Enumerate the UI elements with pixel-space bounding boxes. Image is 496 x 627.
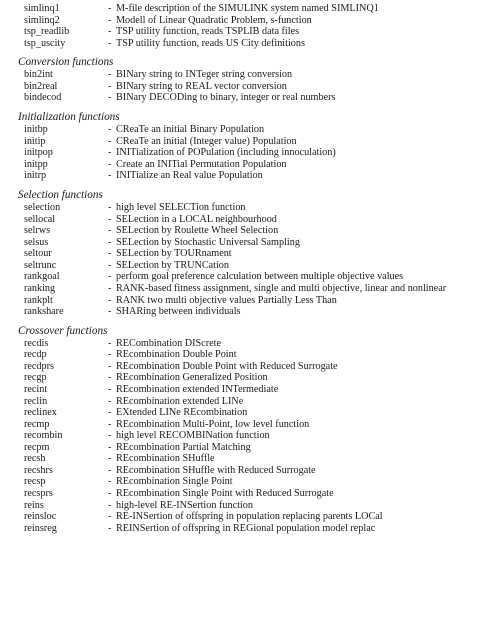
function-description-text: high level RECOMBINation function xyxy=(116,430,270,442)
function-description-text: SELection by TRUNCation xyxy=(116,259,229,271)
function-name: recdis xyxy=(24,337,49,349)
function-description xyxy=(108,430,478,442)
dash-separator: - xyxy=(108,522,112,534)
dash-separator: - xyxy=(108,147,112,159)
section-title: Conversion functions xyxy=(18,56,114,69)
function-name: initrp xyxy=(24,170,47,182)
function-section xyxy=(18,325,496,535)
function-name: bin2real xyxy=(24,80,58,92)
function-description xyxy=(108,476,478,488)
function-name: ranking xyxy=(24,283,56,294)
function-description-text: TSP utility function, reads TSPLIB data files xyxy=(116,26,300,38)
function-description-text: INITialization of POPulation (including innoculation) xyxy=(116,147,336,159)
dash-separator: - xyxy=(108,170,112,182)
function-description-text: RANK-based fitness assignment, single and multi objective, linear and nonlinear xyxy=(116,283,447,294)
dash-separator: - xyxy=(108,407,112,419)
function-description-text: Create an INITial Permutation Population xyxy=(116,158,287,170)
function-name: seltrunc xyxy=(24,259,57,271)
function-description-text: RANK two multi objective values Partially Less Than xyxy=(116,294,337,306)
function-description-text: high level SELECTion function xyxy=(116,202,246,214)
function-description xyxy=(108,159,478,171)
dash-separator: - xyxy=(108,158,112,170)
function-description xyxy=(108,271,478,283)
dash-separator: - xyxy=(108,92,112,104)
function-description xyxy=(108,488,478,500)
function-description-text: REcombination SHuffle with Reduced Surrogate xyxy=(116,464,316,476)
function-description-text: RECombination DIScrete xyxy=(116,337,221,349)
dash-separator: - xyxy=(108,476,112,488)
dash-separator: - xyxy=(108,349,112,361)
function-name: tsp_readlib xyxy=(24,26,70,38)
function-description-text: EXtended LINe REcombination xyxy=(116,407,248,419)
dash-separator: - xyxy=(108,202,112,214)
function-name: recsp xyxy=(24,476,46,488)
function-entry xyxy=(18,283,496,295)
function-name: initpop xyxy=(24,147,53,159)
dash-separator: - xyxy=(108,80,112,92)
function-entry xyxy=(18,442,496,454)
function-name: reins xyxy=(24,499,44,511)
function-name: recint xyxy=(24,384,48,396)
function-entry xyxy=(18,419,496,431)
function-description-text: perform goal preference calculation between multiple objective values xyxy=(116,271,404,283)
function-entry xyxy=(18,523,496,535)
function-description-text: SELection in a LOCAL neighbourhood xyxy=(116,213,277,225)
function-entry xyxy=(18,396,496,408)
dash-separator: - xyxy=(108,213,112,225)
function-name: initpp xyxy=(24,158,48,170)
function-description xyxy=(108,170,478,182)
function-description xyxy=(108,419,478,431)
function-description-text: REcombination Double Point xyxy=(116,349,237,361)
function-entry xyxy=(18,26,496,38)
dash-separator: - xyxy=(108,372,112,384)
function-description xyxy=(108,15,478,27)
function-description xyxy=(108,248,478,260)
function-entry xyxy=(18,488,496,500)
function-entry xyxy=(18,361,496,373)
function-entry xyxy=(18,372,496,384)
function-entry xyxy=(18,38,496,50)
function-name: recshrs xyxy=(24,464,53,476)
dash-separator: - xyxy=(108,395,112,407)
function-description xyxy=(108,523,478,535)
dash-separator: - xyxy=(108,259,112,271)
function-section xyxy=(18,111,496,182)
function-entry xyxy=(18,260,496,272)
section-title: Crossover functions xyxy=(18,324,108,337)
function-description-text: REcombination extended LINe xyxy=(116,395,244,407)
dash-separator: - xyxy=(108,26,112,38)
function-name: reclinex xyxy=(24,407,57,419)
function-entry xyxy=(18,338,496,350)
function-entry xyxy=(18,306,496,318)
function-description xyxy=(108,136,478,148)
function-description-text: TSP utility function, reads US City definitions xyxy=(116,37,305,49)
function-description xyxy=(108,260,478,272)
function-name: recsh xyxy=(24,453,46,465)
function-description xyxy=(108,202,478,214)
function-entry xyxy=(18,430,496,442)
section-title: Initialization functions xyxy=(18,111,120,124)
function-name: recmp xyxy=(24,418,50,430)
dash-separator: - xyxy=(108,37,112,49)
function-name: reclin xyxy=(24,395,48,407)
function-description-text: high-level RE-INSertion function xyxy=(116,499,253,511)
function-description-text: M-file description of the SIMULINK system named SIMLINQ1 xyxy=(116,3,379,14)
function-description-text: REcombination Multi-Point, low level function xyxy=(116,418,310,430)
dash-separator: - xyxy=(108,135,112,147)
function-section xyxy=(18,189,496,318)
function-entry xyxy=(18,3,496,15)
function-description xyxy=(108,69,478,81)
function-name: selsus xyxy=(24,236,49,248)
function-description xyxy=(108,361,478,373)
function-name: recgp xyxy=(24,372,47,384)
function-entry xyxy=(18,407,496,419)
function-name: initbp xyxy=(24,124,48,136)
function-entry xyxy=(18,214,496,226)
dash-separator: - xyxy=(108,360,112,372)
function-name: recdp xyxy=(24,349,47,361)
function-description xyxy=(108,124,478,136)
function-description xyxy=(108,38,478,50)
function-entry xyxy=(18,202,496,214)
dash-separator: - xyxy=(108,430,112,442)
function-name: initip xyxy=(24,135,46,147)
function-description-text: SELection by Roulette Wheel Selection xyxy=(116,225,279,237)
function-name: rankplt xyxy=(24,294,53,306)
function-description xyxy=(108,81,478,93)
function-description xyxy=(108,306,478,318)
dash-separator: - xyxy=(108,337,112,349)
function-entry xyxy=(18,453,496,465)
dash-separator: - xyxy=(108,248,112,260)
function-entry xyxy=(18,69,496,81)
dash-separator: - xyxy=(108,418,112,430)
function-section xyxy=(18,56,496,104)
function-description-text: SELection by TOURnament xyxy=(116,248,232,260)
function-entry xyxy=(18,248,496,260)
function-name: tsp_uscity xyxy=(24,37,66,49)
function-description-text: REcombination Partial Matching xyxy=(116,441,251,453)
function-description xyxy=(108,500,478,512)
dash-separator: - xyxy=(108,283,112,294)
function-description-text: CReaTe an initial (Integer value) Population xyxy=(116,135,297,147)
function-description-text: CReaTe an initial Binary Population xyxy=(116,124,265,136)
dash-separator: - xyxy=(108,499,112,511)
function-name: recombin xyxy=(24,430,63,442)
function-entry xyxy=(18,476,496,488)
function-name: recpm xyxy=(24,441,50,453)
function-name: bindecod xyxy=(24,92,62,104)
function-name: reinsloc xyxy=(24,511,57,523)
function-description xyxy=(108,338,478,350)
section-title: Selection functions xyxy=(18,188,103,201)
function-entry xyxy=(18,511,496,523)
dash-separator: - xyxy=(108,511,112,523)
function-description-text: REcombination Single Point xyxy=(116,476,233,488)
function-description-text: REcombination Generalized Position xyxy=(116,372,268,384)
function-description xyxy=(108,225,478,237)
function-name: simlinq2 xyxy=(24,14,60,26)
function-description-text: Modell of Linear Quadratic Problem, s-function xyxy=(116,14,312,26)
function-name: simlinq1 xyxy=(24,3,60,14)
function-description-text: REcombination Single Point with Reduced Surrogate xyxy=(116,487,334,499)
dash-separator: - xyxy=(108,294,112,306)
dash-separator: - xyxy=(108,69,112,81)
function-description xyxy=(108,349,478,361)
function-name: sellocal xyxy=(24,213,56,225)
function-description xyxy=(108,237,478,249)
function-description-text: REINSertion of offspring in REGional population model replac xyxy=(116,522,376,534)
function-entry xyxy=(18,295,496,307)
function-name: selection xyxy=(24,202,61,214)
dash-separator: - xyxy=(108,487,112,499)
function-description xyxy=(108,214,478,226)
function-entry xyxy=(18,271,496,283)
function-name: reinsreg xyxy=(24,522,57,534)
function-name: selrws xyxy=(24,225,51,237)
function-entry xyxy=(18,349,496,361)
function-description xyxy=(108,407,478,419)
function-entry xyxy=(18,147,496,159)
function-description-text: SELection by Stochastic Universal Sampling xyxy=(116,236,300,248)
dash-separator: - xyxy=(108,306,112,318)
function-name: bin2int xyxy=(24,69,53,81)
function-description xyxy=(108,396,478,408)
function-description xyxy=(108,283,478,295)
function-entry xyxy=(18,500,496,512)
function-description xyxy=(108,442,478,454)
function-name: rankgoal xyxy=(24,271,60,283)
function-entry xyxy=(18,225,496,237)
function-description xyxy=(108,511,478,523)
function-description-text: BINary DECODing to binary, integer or real numbers xyxy=(116,92,336,104)
function-description xyxy=(108,147,478,159)
function-entry xyxy=(18,136,496,148)
dash-separator: - xyxy=(108,236,112,248)
function-entry xyxy=(18,465,496,477)
function-description xyxy=(108,295,478,307)
function-description-text: REcombination Double Point with Reduced Surrogate xyxy=(116,360,338,372)
function-description-text: RE-INSertion of offspring in population replacing parents LOCal xyxy=(116,511,383,523)
dash-separator: - xyxy=(108,453,112,465)
function-name: rankshare xyxy=(24,306,64,318)
function-entry xyxy=(18,92,496,104)
dash-separator: - xyxy=(108,464,112,476)
function-entry xyxy=(18,15,496,27)
function-description xyxy=(108,372,478,384)
function-description xyxy=(108,26,478,38)
function-description xyxy=(108,92,478,104)
function-description-text: BINary string to REAL vector conversion xyxy=(116,80,287,92)
function-description xyxy=(108,3,478,15)
dash-separator: - xyxy=(108,14,112,26)
dash-separator: - xyxy=(108,271,112,283)
function-description-text: REcombination extended INTermediate xyxy=(116,384,279,396)
function-section xyxy=(18,3,496,49)
function-entry xyxy=(18,124,496,136)
dash-separator: - xyxy=(108,384,112,396)
function-description xyxy=(108,465,478,477)
function-entry xyxy=(18,237,496,249)
function-description xyxy=(108,453,478,465)
function-description-text: SHARing between individuals xyxy=(116,306,241,318)
function-entry xyxy=(18,81,496,93)
function-description xyxy=(108,384,478,396)
function-name: recdprs xyxy=(24,360,54,372)
dash-separator: - xyxy=(108,441,112,453)
dash-separator: - xyxy=(108,3,112,14)
function-description-text: BINary string to INTeger string conversion xyxy=(116,69,293,81)
dash-separator: - xyxy=(108,124,112,136)
function-description-text: INITialize an Real value Population xyxy=(116,170,263,182)
function-entry xyxy=(18,159,496,171)
function-entry xyxy=(18,170,496,182)
dash-separator: - xyxy=(108,225,112,237)
function-description-text: REcombination SHuffle xyxy=(116,453,215,465)
function-name: recsprs xyxy=(24,487,53,499)
function-entry xyxy=(18,384,496,396)
function-name: seltour xyxy=(24,248,52,260)
